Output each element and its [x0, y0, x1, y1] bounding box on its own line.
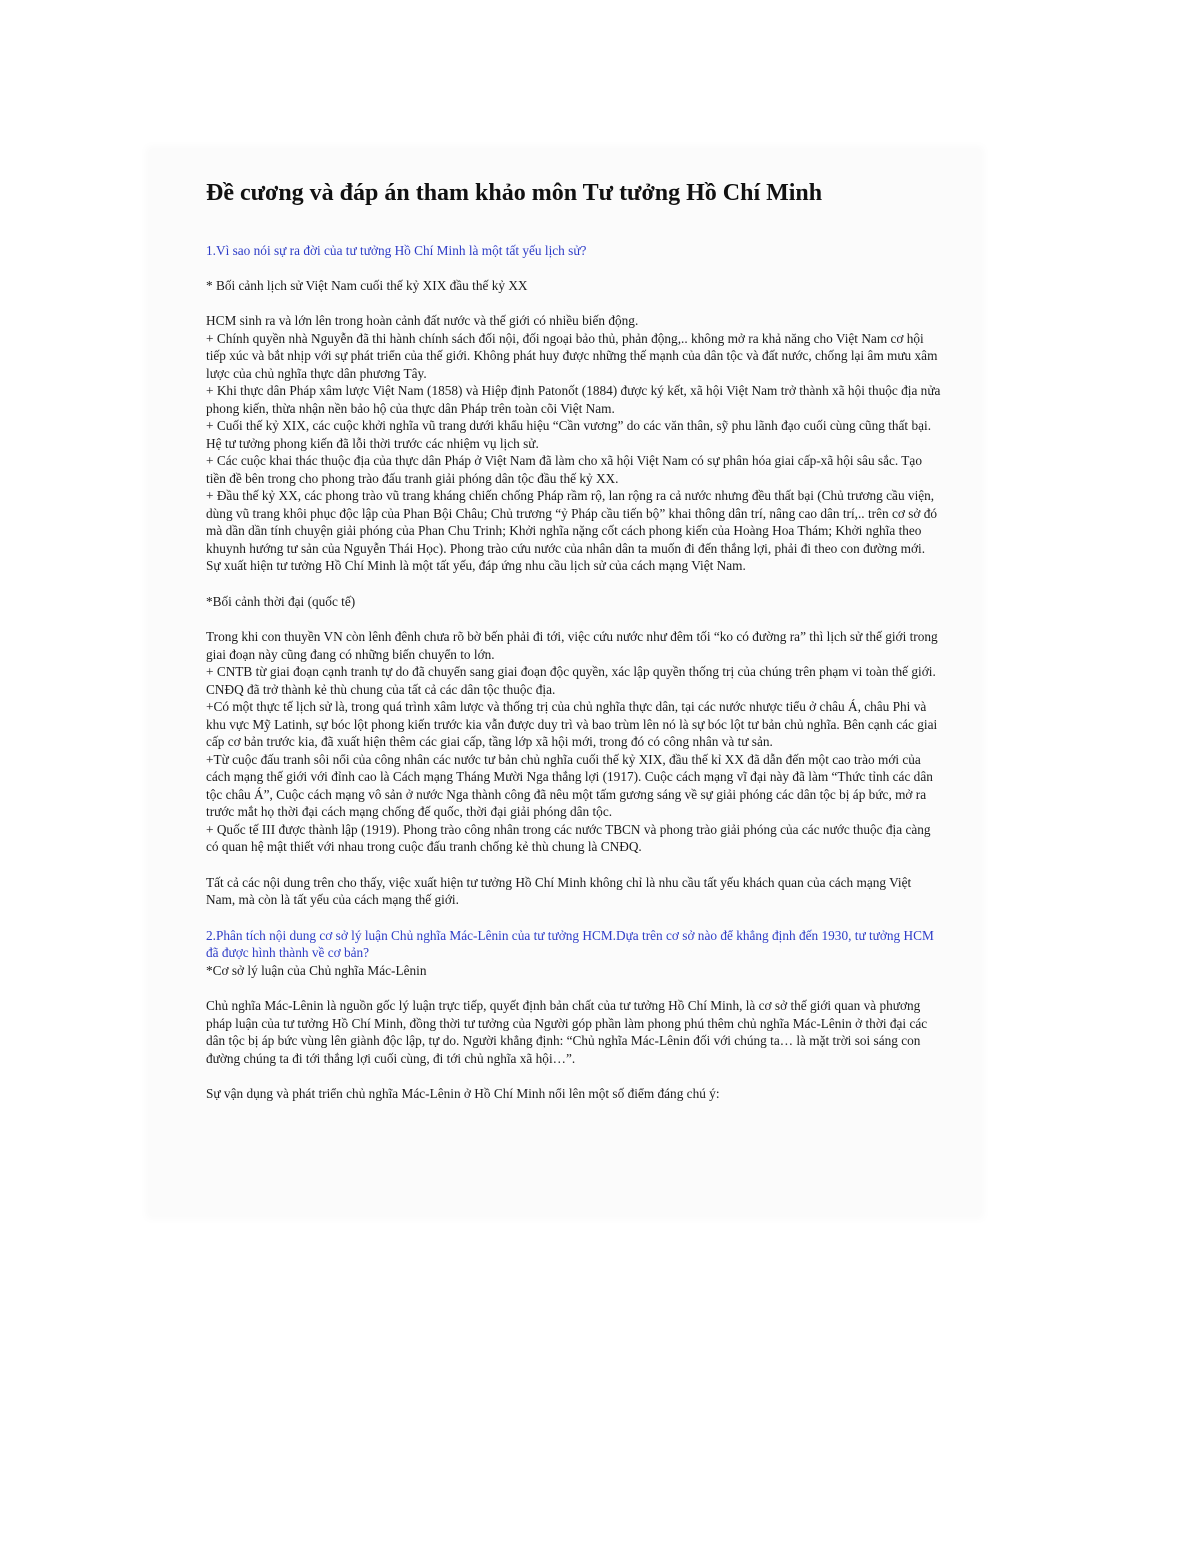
section-2-point: +Từ cuộc đấu tranh sôi nổi của công nhân các nước tư bản chủ nghĩa cuối thế kỷ XIX, đầu thế kỉ XX đã dẫn đến một cao trào mới của cách mạng thế giới với đỉnh cao là Cách mạng Tháng Mười Nga thắng lợi (1917). Cuộc cách mạng vĩ đại này đã làm “Thức tỉnh các dân tộc châu Á”, Cuộc cách mạng vô sản ở nước Nga thành công đã nêu một tấm gương sáng về sự giải phóng các dân tộc bị áp bức, mở ra trước mắt họ thời đại cách mạng chống đế quốc, thời đại giải phóng dân tộc.	[206, 751, 933, 819]
section-1-point: + Khi thực dân Pháp xâm lược Việt Nam (1858) và Hiệp định Patonốt (1884) được ký kết, xã hội Việt Nam trở thành xã hội thuộc địa nửa phong kiến, thừa nhận nền bảo hộ của thực dân Pháp trên toàn cõi Việt Nam.	[206, 383, 941, 416]
section-1-heading: * Bối cảnh lịch sử Việt Nam cuối thế kỷ XIX đầu thế kỷ XX	[206, 277, 528, 293]
question-1: 1.Vì sao nói sự ra đời của tư tưởng Hồ Chí Minh là một tất yếu lịch sử?	[206, 243, 587, 258]
section-1-point: + Các cuộc khai thác thuộc địa của thực dân Pháp ở Việt Nam đã làm cho xã hội Việt Nam có sự phân hóa giai cấp-xã hội sâu sắc. Tạo tiền đề bên trong cho phong trào đấu tranh giải phóng dân tộc đầu thế kỷ XX.	[206, 453, 922, 486]
section-2-point: +Có một thực tế lịch sử là, trong quá trình xâm lược và thống trị của chủ nghĩa thực dân, tại các nước nhược tiểu ở châu Á, châu Phi và khu vực Mỹ Latinh, sự bóc lột phong kiến trước kia vẫn được duy trì và bao trùm lên nó là sự bóc lột tư bản chủ nghĩa. Bên cạnh các giai cấp cơ bản trước kia, đã xuất hiện thêm các giai cấp, tầng lớp xã hội mới, trong đó có công nhân và tư sản.	[206, 699, 938, 749]
section-1-point: + Đầu thế kỷ XX, các phong trào vũ trang kháng chiến chống Pháp rầm rộ, lan rộng ra cả nước nhưng đều thất bại (Chủ trương cầu viện, dùng vũ trang khôi phục độc lập của Phan Bội Châu; Chủ trương “ỷ Pháp cầu tiến bộ” khai thông dân trí, nâng cao dân trí,.. trên cơ sở đó mà dần dần tính chuyện giải phóng của Phan Chu Trinh; Khởi nghĩa nặng cốt cách phong kiến của Hoàng Hoa Thám; Khởi nghĩa theo khuynh hướng tư sản của Nguyễn Thái Học). Phong trào cứu nước của nhân dân ta muốn đi đến thắng lợi, phải đi theo con đường mới.	[206, 488, 938, 556]
section-2-heading: *Bối cảnh thời đại (quốc tế)	[206, 593, 356, 609]
section-3-heading: *Cơ sở lý luận của Chủ nghĩa Mác-Lênin	[206, 962, 427, 978]
section-3-closing: Sự vận dụng và phát triển chủ nghĩa Mác-Lênin ở Hồ Chí Minh nổi lên một số điểm đáng chú ý:	[206, 1086, 720, 1101]
section-3-body: Chủ nghĩa Mác-Lênin là nguồn gốc lý luận trực tiếp, quyết định bản chất của tư tưởng Hồ Chí Minh, là cơ sở thế giới quan và phương pháp luận của tư tưởng Hồ Chí Minh, đồng thời tư tưởng của Người góp phần làm phong phú thêm chủ nghĩa Mác-Lênin ở thời đại các dân tộc bị áp bức vùng lên giành độc lập, tự do. Người khẳng định: “Chủ nghĩa Mác-Lênin đối với chúng ta… là mặt trời soi sáng con đường chúng ta đi tới thắng lợi cuối cùng, đi tới chủ nghĩa xã hội…”.	[206, 998, 928, 1066]
section-2-point: + Quốc tế III được thành lập (1919). Phong trào công nhân trong các nước TBCN và phong trào giải phóng của các nước thuộc địa càng có quan hệ mật thiết với nhau trong cuộc đấu tranh chống kẻ thù chung là CNĐQ.	[206, 821, 931, 854]
question-2: 2.Phân tích nội dung cơ sở lý luận Chủ nghĩa Mác-Lênin của tư tưởng HCM.Dựa trên cơ sở nào để khẳng định đến 1930, tư tưởng HCM đã được hình thành về cơ bản?	[206, 927, 934, 960]
section-1-conclusion: Sự xuất hiện tư tưởng Hồ Chí Minh là một tất yếu, đáp ứng nhu cầu lịch sử của cách mạng Việt Nam.	[206, 558, 746, 573]
section-2-conclusion: Tất cả các nội dung trên cho thấy, việc xuất hiện tư tưởng Hồ Chí Minh không chỉ là nhu cầu tất yếu khách quan của cách mạng Việt Nam, mà còn là tất yếu của cách mạng thế giới.	[206, 874, 912, 907]
section-2-intro: Trong khi con thuyền VN còn lênh đênh chưa rõ bờ bến phải đi tới, việc cứu nước như đêm tối “ko có đường ra” thì lịch sử thế giới trong giai đoạn này cũng đang có những biến chuyển to lớn.	[206, 629, 938, 662]
document-content	[206, 178, 941, 1103]
section-2-point: + CNTB từ giai đoạn cạnh tranh tự do đã chuyển sang giai đoạn độc quyền, xác lập quyền thống trị của chúng trên phạm vi toàn thế giới. CNĐQ đã trở thành kẻ thù chung của tất cả các dân tộc thuộc địa.	[206, 664, 936, 697]
section-1-point: + Chính quyền nhà Nguyễn đã thi hành chính sách đối nội, đối ngoại bảo thủ, phản động,.. không mở ra khả năng cho Việt Nam cơ hội tiếp xúc và bắt nhịp với sự phát triển của thế giới. Không phát huy được những thế mạnh của dân tộc và đất nước, chống lại âm mưu xâm lược của chủ nghĩa thực dân phương Tây.	[206, 330, 938, 381]
section-1-point: + Cuối thế kỷ XIX, các cuộc khởi nghĩa vũ trang dưới khẩu hiệu “Cần vương” do các văn thân, sỹ phu lãnh đạo cuối cùng cũng thất bại. Hệ tư tưởng phong kiến đã lỗi thời trước các nhiệm vụ lịch sử.	[206, 418, 932, 451]
document-title: Đề cương và đáp án tham khảo môn Tư tưởng Hồ Chí Minh	[206, 180, 823, 206]
section-1-intro: HCM sinh ra và lớn lên trong hoàn cảnh đất nước và thế giới có nhiều biến động.	[206, 313, 639, 328]
